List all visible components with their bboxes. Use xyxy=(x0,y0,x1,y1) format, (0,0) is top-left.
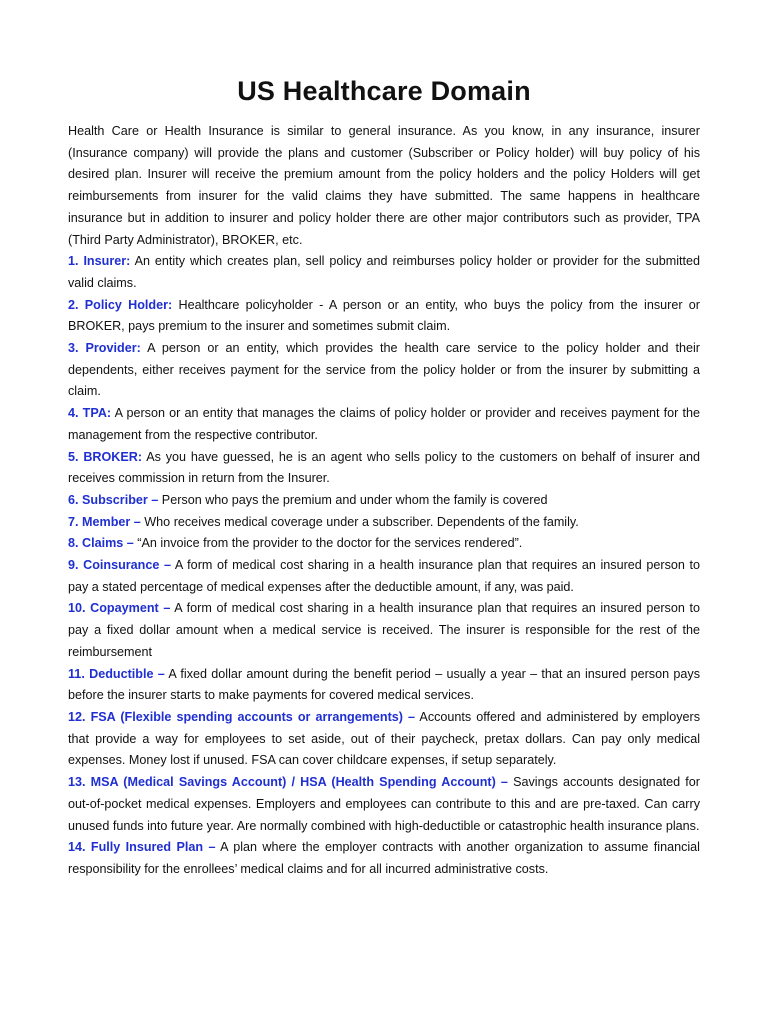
definition-item xyxy=(68,295,700,338)
definition-text: A plan where the employer contracts with another organization to assume financial responsibility for the enrollees’ medical claims and for all incurred administrative costs. xyxy=(68,840,700,876)
definition-text: Healthcare policyholder - A person or an entity, who buys the policy from the insurer or BROKER, pays premium to the insurer and sometimes submit claim. xyxy=(68,297,700,334)
definition-item xyxy=(68,533,700,555)
page-title: US Healthcare Domain xyxy=(237,76,531,106)
definition-term: 7. Member – xyxy=(68,514,141,529)
definition-term: 11. Deductible – xyxy=(68,666,165,681)
definition-term: 3. Provider: xyxy=(68,341,141,356)
definition-term: 12. FSA (Flexible spending accounts or arrangements) – xyxy=(68,709,416,724)
definition-item xyxy=(68,837,700,880)
definition-item xyxy=(68,664,700,707)
definition-term: 1. Insurer: xyxy=(68,254,131,269)
definition-text: A fixed dollar amount during the benefit period – usually a year – that an insured person pays before the insurer starts to make payments for covered medical services. xyxy=(68,666,700,703)
definition-term: 14. Fully Insured Plan – xyxy=(68,840,216,855)
definition-text: A form of medical cost sharing in a health insurance plan that requires an insured person to pay a stated percentage of medical expenses after the deductible amount, if any, was paid. xyxy=(68,558,700,594)
definition-text: Person who pays the premium and under whom the family is covered xyxy=(158,492,548,507)
definition-text: An entity which creates plan, sell policy and reimburses policy holder or provider for the submitted valid claims. xyxy=(68,254,700,290)
definition-item xyxy=(68,447,700,490)
definition-item xyxy=(68,707,700,772)
definition-term: 13. MSA (Medical Savings Account) / HSA (Health Spending Account) – xyxy=(68,775,508,790)
definition-item xyxy=(68,512,700,534)
definition-item xyxy=(68,338,700,403)
definition-term: 5. BROKER: xyxy=(68,449,143,464)
definition-item xyxy=(68,490,700,512)
definition-text: Savings accounts designated for out-of-pocket medical expenses. Employers and employees can contribute to this and are pre-taxed. Can carry unused funds into future year. Are normally combined with high-deductible or catastrophic health insurance plans. xyxy=(68,775,701,833)
document-page xyxy=(68,70,700,881)
definition-text: As you have guessed, he is an agent who sells policy to the customers on behalf of insurer and receives commission in return from the Insurer. xyxy=(68,449,700,486)
definition-term: 6. Subscriber – xyxy=(68,492,159,507)
definition-term: 2. Policy Holder: xyxy=(68,297,173,312)
intro-paragraph: Health Care or Health Insurance is similar to general insurance. As you know, in any insurance, insurer (Insurance company) will provide the plans and customer (Subscriber or Policy holder) will buy policy of his desired plan. Insurer will receive the premium amount from the policy holders and the policy Holders will get reimbursements from insurer for the valid claims they have submitted. The same happens in healthcare insurance but in addition to insurer and policy holder there are other major contributors such as provider, TPA (Third Party Administrator), BROKER, etc. xyxy=(68,124,700,247)
definition-item xyxy=(68,598,700,663)
definition-item xyxy=(68,555,700,598)
definition-term: 10. Copayment – xyxy=(68,601,171,616)
definition-term: 8. Claims – xyxy=(68,536,134,551)
definition-text: Accounts offered and administered by employers that provide a way for employees to set aside, out of their paycheck, pretax dollars. Can pay only medical expenses. Money lost if unused. FSA can cover childcare expenses, if setup separately. xyxy=(68,709,700,768)
definition-text: Who receives medical coverage under a subscriber. Dependents of the family. xyxy=(140,514,579,529)
definition-term: 4. TPA: xyxy=(68,406,112,421)
definition-text: A person or an entity that manages the claims of policy holder or provider and receives payment for the management from the respective contributor. xyxy=(68,406,700,442)
definition-item xyxy=(68,403,700,446)
definition-item xyxy=(68,251,700,294)
definition-text: A form of medical cost sharing in a health insurance plan that requires an insured person to pay a fixed dollar amount when a medical service is received. The insurer is responsible for the rest of the reimbursement xyxy=(68,601,700,659)
definition-term: 9. Coinsurance – xyxy=(68,558,171,573)
definition-text: A person or an entity, which provides the health care service to the policy holder and their dependents, either receives payment for the service from the policy holder or from the insurer by submitting a claim. xyxy=(68,341,700,399)
definition-item xyxy=(68,772,700,837)
definition-text: “An invoice from the provider to the doctor for the services rendered”. xyxy=(133,536,523,551)
